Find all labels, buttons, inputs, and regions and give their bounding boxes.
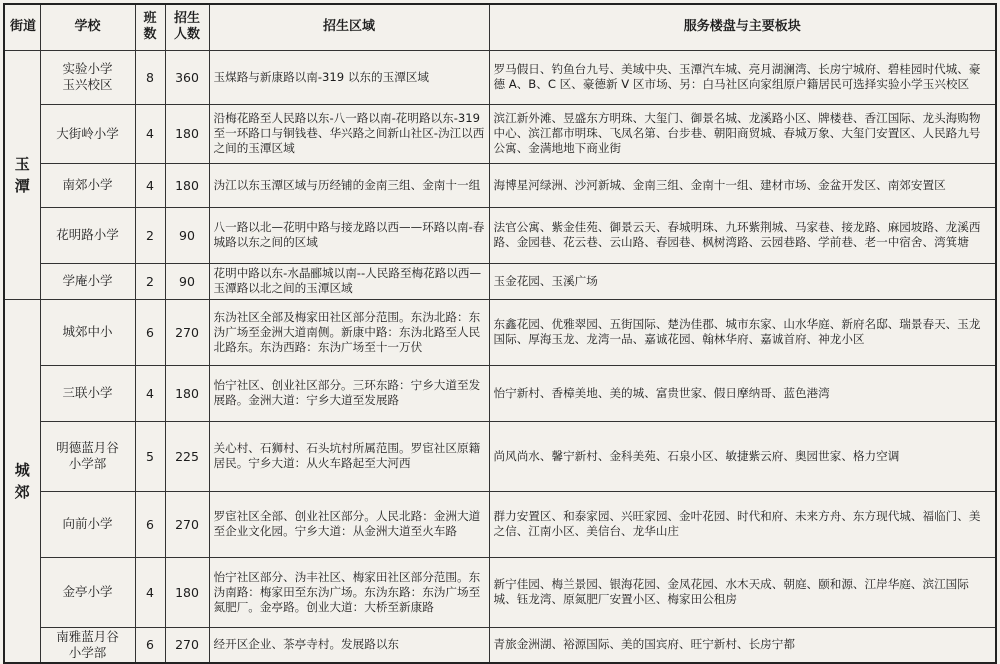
table-row xyxy=(4,491,996,557)
enroll-cell: 270 xyxy=(165,299,209,365)
classes-cell: 2 xyxy=(135,263,165,299)
area-cell: 罗宦社区全部、创业社区部分。人民北路：金洲大道至企业文化园。宁乡大道：从金洲大道至火车路 xyxy=(209,491,489,557)
buildings-cell: 玉金花园、玉溪广场 xyxy=(489,263,996,299)
header-area: 招生区域 xyxy=(209,4,489,50)
classes-cell: 8 xyxy=(135,50,165,104)
table-row xyxy=(4,627,996,663)
classes-cell: 4 xyxy=(135,365,165,421)
buildings-cell: 尚风尚水、馨宁新村、金科美苑、石泉小区、敏捷紫云府、奥园世家、格力空调 xyxy=(489,421,996,491)
school-cell: 南雅蓝月谷小学部 xyxy=(40,627,135,663)
enroll-cell: 180 xyxy=(165,557,209,627)
enroll-cell: 225 xyxy=(165,421,209,491)
table-row xyxy=(4,207,996,263)
school-cell: 金亭小学 xyxy=(40,557,135,627)
enroll-cell: 90 xyxy=(165,263,209,299)
enroll-cell: 180 xyxy=(165,104,209,163)
buildings-cell: 滨江新外滩、昱盛东方明珠、大玺门、御景名城、龙溪路小区、牌楼巷、香江国际、龙头海购物中心、滨江都市明珠、飞凤名第、台步巷、朝阳商贸城、春城万象、大玺门安置区、人民路九号公寓、金满地地下商业街 xyxy=(489,104,996,163)
enrollment-table-sheet xyxy=(3,3,995,660)
enroll-cell: 360 xyxy=(165,50,209,104)
header-row xyxy=(4,4,996,50)
table-row xyxy=(4,50,996,104)
buildings-cell: 青旅金洲湖、裕源国际、美的国宾府、旺宁新村、长房宁都 xyxy=(489,627,996,663)
area-cell: 玉煤路与新康路以南-319 以东的玉潭区域 xyxy=(209,50,489,104)
buildings-cell: 法官公寓、紫金佳苑、御景云天、春城明珠、九环紫荆城、马家巷、接龙路、麻园坡路、龙溪西路、金园巷、花云巷、云山路、春园巷、枫树湾路、云园巷路、学前巷、老一中宿舍、湾箕塘 xyxy=(489,207,996,263)
table-row xyxy=(4,421,996,491)
school-cell: 大街岭小学 xyxy=(40,104,135,163)
table-row xyxy=(4,163,996,207)
buildings-cell: 罗马假日、钓鱼台九号、美域中央、玉潭汽车城、亮月湖澜湾、长房宁城府、碧桂园时代城、豪德 A、B、C 区、豪德新 V 区市场、另：白马社区向家组原户籍居民可选择实验小学玉兴校区 xyxy=(489,50,996,104)
area-cell: 怡宁社区部分、沩丰社区、梅家田社区部分范围。东沩南路：梅家田至东沩广场。东沩东路：东沩广场至氮肥厂。金亭路。创业大道：大桥至新康路 xyxy=(209,557,489,627)
district-cell-yutan: 玉潭 xyxy=(4,50,40,299)
school-cell: 三联小学 xyxy=(40,365,135,421)
table-row xyxy=(4,557,996,627)
area-cell: 花明中路以东-水晶郦城以南--人民路至梅花路以西—玉潭路以北之间的玉潭区域 xyxy=(209,263,489,299)
table-row xyxy=(4,365,996,421)
area-cell: 东沩社区全部及梅家田社区部分范围。东沩北路：东沩广场至金洲大道南侧。新康中路：东沩北路至人民北路东。东沩西路：东沩广场至十一万伏 xyxy=(209,299,489,365)
buildings-cell: 怡宁新村、香樟美地、美的城、富贵世家、假日摩纳哥、蓝色港湾 xyxy=(489,365,996,421)
classes-cell: 4 xyxy=(135,557,165,627)
school-cell: 明德蓝月谷小学部 xyxy=(40,421,135,491)
header-buildings: 服务楼盘与主要板块 xyxy=(489,4,996,50)
table-row xyxy=(4,104,996,163)
district-cell-chengjiao: 城郊 xyxy=(4,299,40,663)
classes-cell: 6 xyxy=(135,299,165,365)
enrollment-table xyxy=(3,3,997,664)
school-cell: 学庵小学 xyxy=(40,263,135,299)
header-enroll: 招生人数 xyxy=(165,4,209,50)
classes-cell: 4 xyxy=(135,163,165,207)
area-cell: 怡宁社区、创业社区部分。三环东路：宁乡大道至发展路。金洲大道：宁乡大道至发展路 xyxy=(209,365,489,421)
enroll-cell: 180 xyxy=(165,365,209,421)
buildings-cell: 海博星河绿洲、沙河新城、金南三组、金南十一组、建材市场、金盆开发区、南郊安置区 xyxy=(489,163,996,207)
classes-cell: 2 xyxy=(135,207,165,263)
school-cell: 南郊小学 xyxy=(40,163,135,207)
area-cell: 经开区企业、茶亭寺村。发展路以东 xyxy=(209,627,489,663)
school-cell: 实验小学玉兴校区 xyxy=(40,50,135,104)
header-school: 学校 xyxy=(40,4,135,50)
area-cell: 沿梅花路至人民路以东-八一路以南-花明路以东-319 至一环路口与铜钱巷、华兴路之间新山社区-沩江以西之间的玉潭区域 xyxy=(209,104,489,163)
area-cell: 沩江以东玉潭区域与历经铺的金南三组、金南十一组 xyxy=(209,163,489,207)
classes-cell: 5 xyxy=(135,421,165,491)
table-row xyxy=(4,263,996,299)
enroll-cell: 270 xyxy=(165,491,209,557)
table-row xyxy=(4,299,996,365)
area-cell: 关心村、石狮村、石头坑村所属范围。罗宦社区原籍居民。宁乡大道：从火车路起至大河西 xyxy=(209,421,489,491)
enroll-cell: 180 xyxy=(165,163,209,207)
enroll-cell: 270 xyxy=(165,627,209,663)
area-cell: 八一路以北—花明中路与接龙路以西——环路以南-春城路以东之间的区域 xyxy=(209,207,489,263)
classes-cell: 4 xyxy=(135,104,165,163)
school-cell: 向前小学 xyxy=(40,491,135,557)
classes-cell: 6 xyxy=(135,491,165,557)
header-district: 街道 xyxy=(4,4,40,50)
buildings-cell: 新宁佳园、梅兰景园、银海花园、金凤花园、水木天成、朝庭、颐和源、江岸华庭、滨江国际城、钰龙湾、原氮肥厂安置小区、梅家田公租房 xyxy=(489,557,996,627)
buildings-cell: 东鑫花园、优雅翠园、五街国际、楚沩佳郡、城市东家、山水华庭、新府名邸、瑞景春天、玉龙国际、厚海玉龙、龙湾一品、嘉诚花园、翰林华府、嘉诚首府、神龙小区 xyxy=(489,299,996,365)
enroll-cell: 90 xyxy=(165,207,209,263)
school-cell: 城郊中小 xyxy=(40,299,135,365)
school-cell: 花明路小学 xyxy=(40,207,135,263)
header-classes: 班数 xyxy=(135,4,165,50)
classes-cell: 6 xyxy=(135,627,165,663)
buildings-cell: 群力安置区、和泰家园、兴旺家园、金叶花园、时代和府、未来方舟、东方现代城、福临门、美之信、江南小区、美信台、龙华山庄 xyxy=(489,491,996,557)
